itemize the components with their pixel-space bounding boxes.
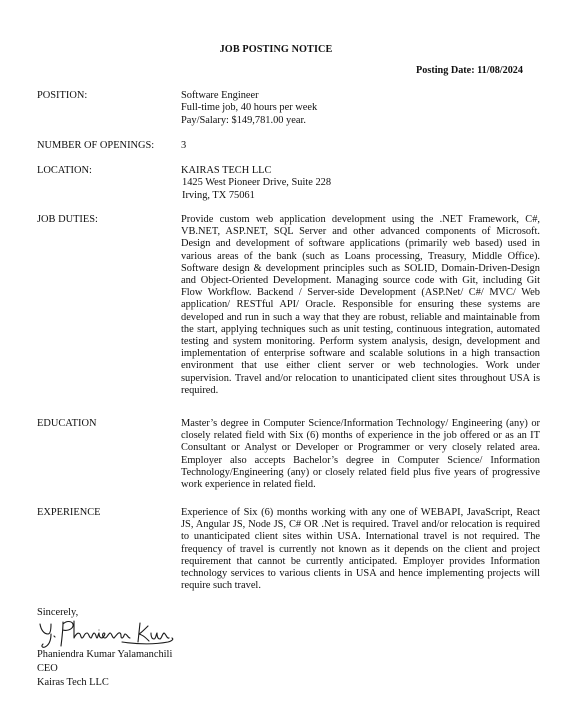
openings-label: NUMBER OF OPENINGS: — [37, 140, 155, 151]
position-title: Software Engineer — [181, 90, 259, 101]
position-salary: Pay/Salary: $149,781.00 year. — [181, 114, 306, 126]
company-name: KAIRAS TECH LLC — [181, 165, 272, 176]
signer-block — [37, 648, 172, 691]
openings-value: 3 — [181, 140, 187, 151]
notice-title: JOB POSTING NOTICE — [219, 44, 333, 55]
posting-date: Posting Date: 11/08/2024 — [416, 65, 523, 76]
signer-title: CEO — [37, 663, 58, 675]
education-text: Master’s degree in Computer Science/Information Technology/ Engineering (any) or closely related field with Six (6) months of experience in the job offered or as an IT Consultant or Analyst or Developer or Programmer or very closely related area. Employer also accepts Bachelor’s degree in Computer Science/ Information Technology/Engineering (any) or closely related field plus five years of progressive work experience in related field. — [181, 418, 540, 491]
sincerely-line: Sincerely, — [37, 607, 79, 618]
city-state-zip: Irving, TX 75061 — [182, 189, 255, 201]
signer-name: Phaniendra Kumar Yalamanchili — [37, 649, 173, 660]
duties-text: Provide custom web application development using the .NET Framework, C#, VB.NET, ASP.NET, SQL Server and other advanced components of Microsoft. Design and development of software applications (primarily web based) used in various areas of the bank (such as Loans processing, Treasury, Middle Office). Software design & development principles such as SOLID, Domain-Driven-Design and Object-Oriented Development. Managing source code with Git, including Git Flow Workflow. Backend / Server-side Development (ASP.Net/ C#/ MVC/ Web application/ RESTful API/ Oracle. Responsible for ensuring these systems are developed and run in such a way that they are robust, reliable and maintainable from the start, applying techniques such as unit testing, continuous integration, automated testing and system monitoring. Perform system analysis, design, development and implementation of enterprise software and scalable solutions in a high transaction environment that use either client server or web technologies. Work under supervision. Travel and/or relocation to unanticipated client sites throughout USA is required. — [181, 214, 540, 396]
handwritten-signature — [36, 618, 176, 650]
street-address: 1425 West Pioneer Drive, Suite 228 — [182, 177, 332, 189]
signer-company: Kairas Tech LLC — [37, 677, 109, 689]
position-hours: Full-time job, 40 hours per week — [181, 102, 318, 114]
position-label: POSITION: — [37, 90, 88, 101]
education-label: EDUCATION — [37, 418, 97, 429]
duties-label: JOB DUTIES: — [37, 214, 98, 225]
position-details — [181, 90, 540, 127]
experience-text: Experience of Six (6) months working with any one of WEBAPI, JavaScript, React JS, Angular JS, Node JS, C# OR .Net is required. Travel and/or relocation is required to unanticipated client sites within USA. International travel is not required. The frequency of travel is currently not known as it depends on the client and project requirement that cannot be currently anticipated. Employer provides Information technology services to various clients in USA and hence implementing projects will require such travel. — [181, 507, 540, 592]
experience-label: EXPERIENCE — [37, 507, 101, 518]
location-details — [181, 165, 540, 202]
location-label: LOCATION: — [37, 165, 92, 176]
